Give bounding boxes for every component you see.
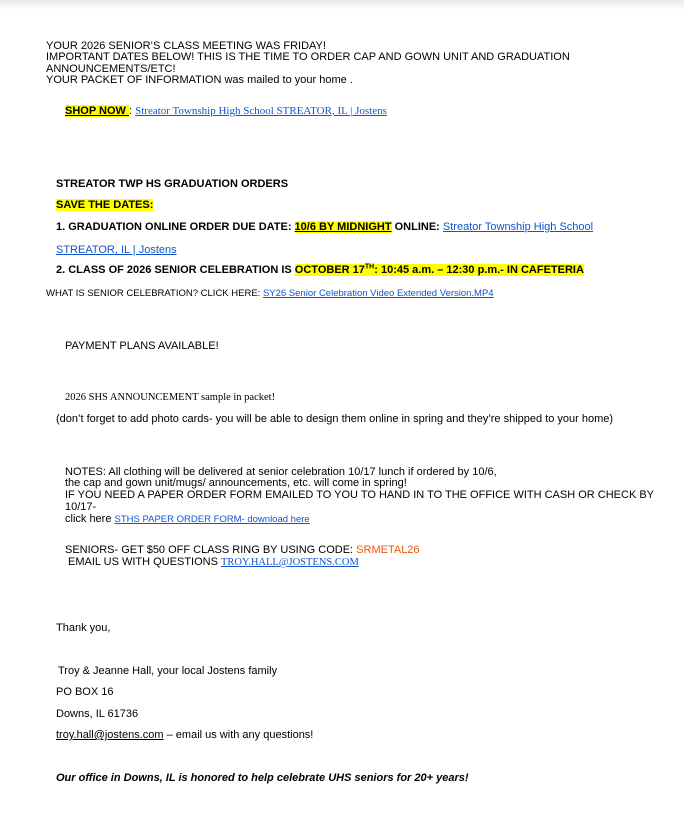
shop-now-label: SHOP NOW: [65, 105, 129, 117]
email-questions-row: [68, 556, 359, 569]
celebration-question: WHAT IS SENIOR CELEBRATION? CLICK HERE:: [46, 288, 263, 299]
intro-line-1: YOUR 2026 SENIOR’S CLASS MEETING WAS FRIDAY!: [46, 40, 326, 52]
celebration-date-highlight: [295, 264, 584, 276]
notes-line-1: NOTES: All clothing will be delivered at senior celebration 10/17 lunch if ordered by 10/6,: [65, 466, 497, 478]
contact-email-row: [56, 729, 313, 741]
announcement-note: (don’t forget to add photo cards- you will be able to design them online in spring and they’re shipped to your home): [56, 413, 614, 425]
page-top-shadow: [0, 0, 684, 10]
notes-line-2: the cap and gown unit/mugs/ announcements, etc. will come in spring!: [65, 477, 407, 489]
paper-form-prefix: click here: [65, 513, 115, 525]
order-due-prefix: 1. GRADUATION ONLINE ORDER DUE DATE:: [56, 221, 295, 233]
shop-now-row: [65, 105, 387, 117]
celebration-date-sup: TH: [364, 263, 375, 271]
intro-line-4: YOUR PACKET OF INFORMATION was mailed to your home .: [46, 74, 353, 86]
order-online-link-row-2: [56, 244, 177, 256]
orders-title: STREATOR TWP HS GRADUATION ORDERS: [56, 178, 289, 190]
thank-you-text: Thank you,: [56, 622, 111, 634]
class-ring-text: SENIORS- GET $50 OFF CLASS RING BY USING CODE:: [65, 544, 357, 556]
intro-line-3: ANNOUNCEMENTS/ETC!: [46, 63, 176, 75]
notes-line-4: 10/17-: [65, 501, 97, 513]
signature-names: Troy & Jeanne Hall, your local Jostens family: [58, 665, 278, 677]
celebration-date-prefix: 2. CLASS OF 2026 SENIOR CELEBRATION IS: [56, 264, 295, 276]
footer-tagline: Our office in Downs, IL is honored to help celebrate UHS seniors for 20+ years!: [56, 772, 469, 784]
save-the-dates-label: SAVE THE DATES:: [56, 199, 154, 211]
save-the-dates-row: [56, 199, 153, 211]
announcement-sample-text: 2026 SHS ANNOUNCEMENT sample in packet!: [65, 392, 276, 403]
order-due-online: ONLINE:: [391, 221, 443, 233]
po-box: PO BOX 16: [56, 686, 114, 698]
celebration-video-row: [46, 288, 494, 300]
notes-line-5: [65, 513, 310, 526]
email-questions-text: EMAIL US WITH QUESTIONS: [68, 556, 221, 568]
celebration-date: OCTOBER 17: [294, 264, 365, 276]
celebration-video-link[interactable]: SY26 Senior Celebration Video Extended Version.MP4: [262, 288, 494, 299]
celebration-date-row: [56, 264, 584, 276]
class-ring-row: [65, 544, 420, 556]
contact-email-suffix: – email us with any questions!: [163, 729, 314, 741]
shop-now-link[interactable]: Streator Township High School STREATOR, IL | Jostens: [135, 105, 387, 117]
email-questions-link[interactable]: TROY.HALL@JOSTENS.COM: [221, 557, 359, 568]
celebration-time: : 10:45 a.m. – 12:30 p.m.- IN CAFETERIA: [374, 264, 584, 276]
payment-plans-text: PAYMENT PLANS AVAILABLE!: [65, 340, 219, 352]
order-due-date: 10/6 BY MIDNIGHT: [294, 221, 392, 233]
order-due-row: [56, 221, 593, 233]
shop-now-separator: :: [128, 105, 136, 117]
notes-line-3: IF YOU NEED A PAPER ORDER FORM EMAILED TO YOU TO HAND IN TO THE OFFICE WITH CASH OR CHECK BY: [65, 489, 655, 501]
paper-order-form-link[interactable]: STHS PAPER ORDER FORM- download here: [114, 514, 310, 525]
intro-line-2: IMPORTANT DATES BELOW! THIS IS THE TIME TO ORDER CAP AND GOWN UNIT AND GRADUATION: [46, 51, 570, 63]
order-online-link[interactable]: Streator Township High School: [442, 221, 594, 233]
promo-code: SRMETAL26: [356, 544, 420, 556]
city-state-zip: Downs, IL 61736: [56, 708, 139, 720]
contact-email-link[interactable]: troy.hall@jostens.com: [56, 729, 164, 741]
order-online-link-2[interactable]: STREATOR, IL | Jostens: [56, 244, 177, 256]
